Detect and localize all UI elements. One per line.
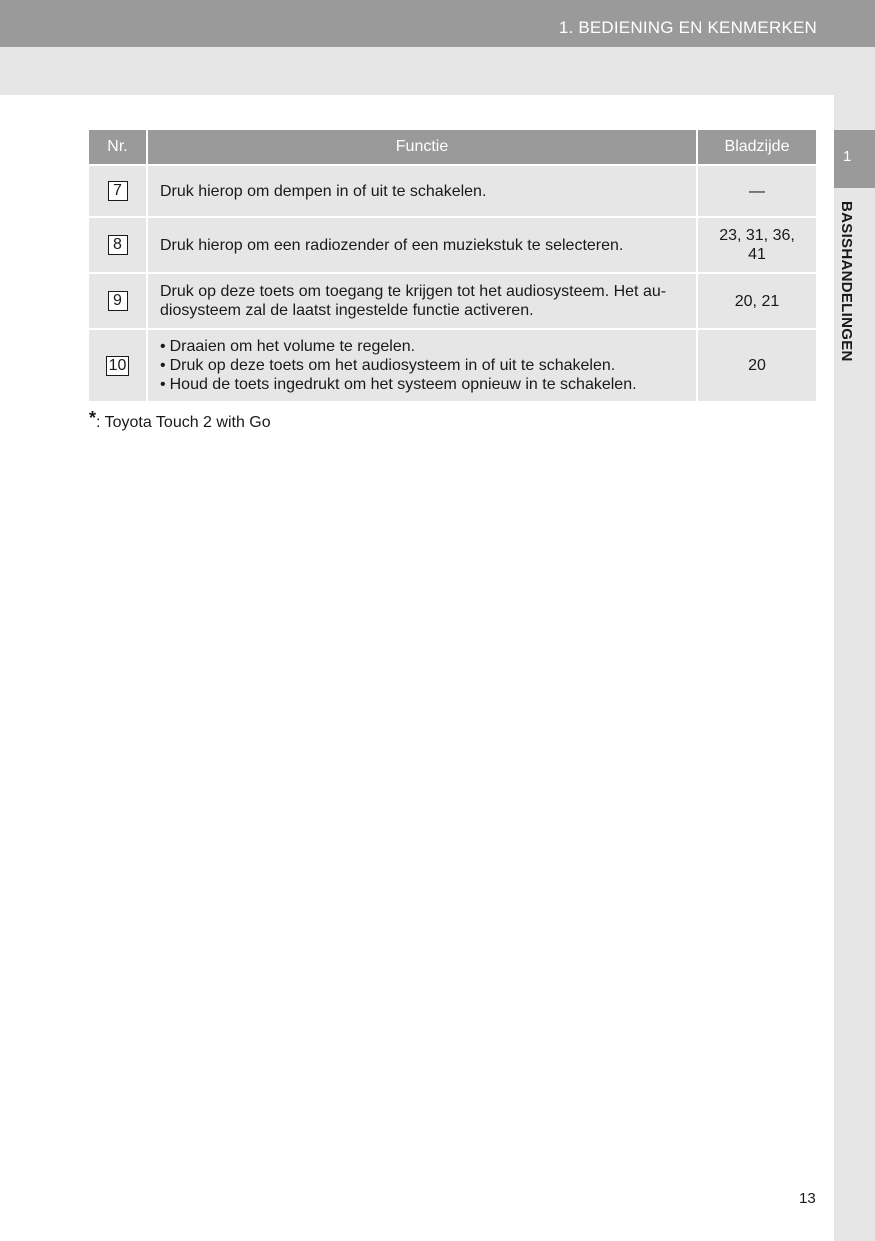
header-bar xyxy=(0,0,875,47)
cell-nr xyxy=(89,273,147,329)
column-header-bladzijde: Bladzijde xyxy=(697,130,816,165)
cell-functie xyxy=(147,273,697,329)
function-text-line: Druk hierop om dempen in of uit te schakelen. xyxy=(160,182,487,200)
table-row xyxy=(89,329,816,401)
cell-bladzijde: 23, 31, 36, 41 xyxy=(697,217,816,273)
cell-nr xyxy=(89,329,147,401)
bullet-item: • Draaien om het volume te regelen. xyxy=(160,337,684,356)
number-key-icon: 7 xyxy=(108,181,128,201)
chapter-title: BASISHANDELINGEN xyxy=(838,201,855,362)
function-table xyxy=(89,130,816,401)
footnote xyxy=(89,408,271,432)
chapter-number: 1 xyxy=(843,148,852,165)
footnote-text: : Toyota Touch 2 with Go xyxy=(96,414,271,431)
chapter-tab xyxy=(834,130,875,188)
number-key-icon: 8 xyxy=(108,235,128,255)
function-text-line: Druk hierop om een radiozender of een muziekstuk te selecteren. xyxy=(160,236,624,254)
cell-nr xyxy=(89,165,147,217)
number-key-icon: 9 xyxy=(108,291,128,311)
number-key-icon: 10 xyxy=(106,356,130,376)
cell-functie xyxy=(147,217,697,273)
column-header-nr: Nr. xyxy=(89,130,147,165)
table-row xyxy=(89,273,816,329)
function-text-line: Druk op deze toets om toegang te krijgen tot het audiosysteem. Het au- xyxy=(160,283,667,300)
cell-functie xyxy=(147,329,697,401)
section-title: 1. BEDIENING EN KENMERKEN xyxy=(558,18,817,37)
table-row xyxy=(89,217,816,273)
subheader-band xyxy=(0,47,875,95)
page-number: 13 xyxy=(799,1190,816,1207)
cell-bladzijde: — xyxy=(697,165,816,217)
function-text-line: diosysteem zal de laatst ingestelde functie activeren. xyxy=(160,302,534,319)
cell-bladzijde: 20 xyxy=(697,329,816,401)
cell-nr xyxy=(89,217,147,273)
bullet-item: • Houd de toets ingedrukt om het systeem opnieuw in te schakelen. xyxy=(160,375,684,394)
table-row xyxy=(89,165,816,217)
cell-functie xyxy=(147,165,697,217)
footnote-marker: * xyxy=(89,408,97,428)
column-header-functie: Functie xyxy=(147,130,697,165)
bullet-item: • Druk op deze toets om het audiosysteem in of uit te schakelen. xyxy=(160,356,684,375)
cell-bladzijde: 20, 21 xyxy=(697,273,816,329)
table-header-row xyxy=(89,130,816,165)
